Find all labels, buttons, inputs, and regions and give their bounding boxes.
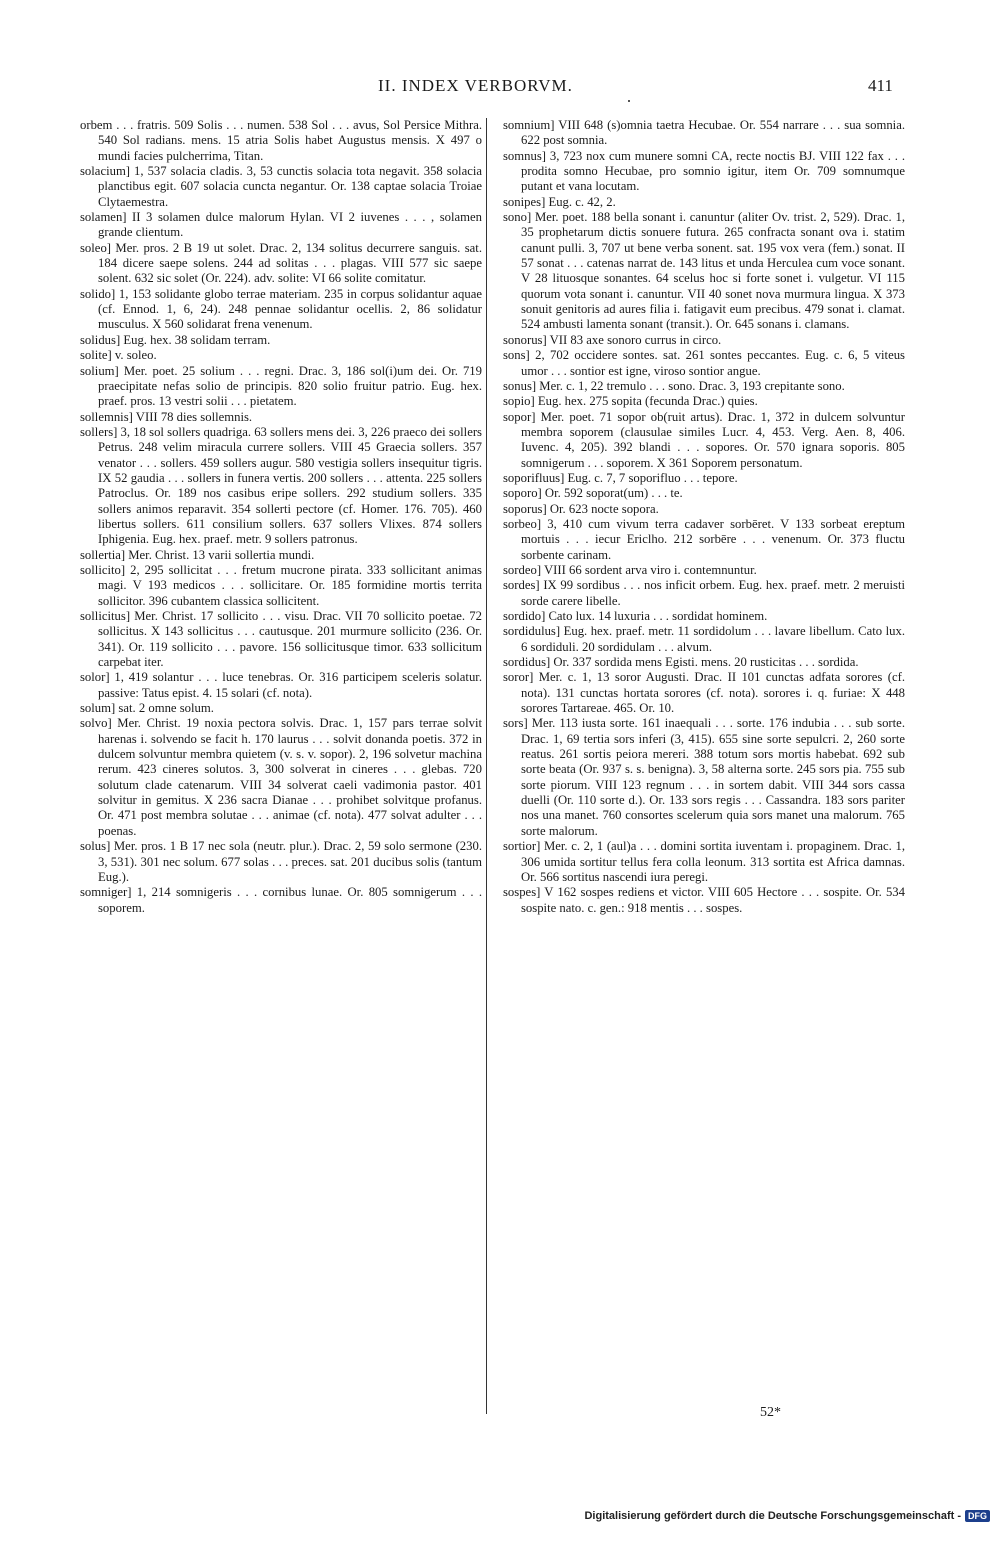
index-entry: soror] Mer. c. 1, 13 soror Augusti. Drac. II 101 cunctas adfata sorores (cf. nota). 131 cunctas hortata sorores (cf. nota). sorores i. q. furiae: X 448 sorores Tartareae. 465. Or. 10.: [503, 670, 905, 716]
index-entry: sonipes] Eug. c. 42, 2.: [503, 194, 616, 209]
index-entry: sordido] Cato lux. 14 luxuria . . . sordidat hominem.: [503, 609, 768, 623]
index-entry: sonorus] VII 83 axe sonoro currus in circo.: [503, 332, 722, 347]
index-entry: sordes] IX 99 sordibus . . . nos inficit orbem. Eug. hex. praef. metr. 2 meruisti sorde carere libelle.: [503, 578, 905, 608]
index-entry: sonus] Mer. c. 1, 22 tremulo . . . sono. Drac. 3, 193 crepitante sono.: [503, 378, 845, 393]
left-column: [80, 118, 482, 916]
index-entry: somniger] 1, 214 somnigeris . . . cornibus lunae. Or. 805 somnigerum . . . soporem.: [80, 885, 482, 915]
index-entry: sopor] Mer. poet. 71 sopor ob(ruit artus). Drac. 1, 372 in dulcem solvuntur membra soporem (clausulae similes Lucr. 4, 453. Verg. Aen. 8, 406. Iuvenc. 4, 205). 392 blandi . . . sopores. Or. 570 ignara soporis. 805 somnigerum . . . soporem. X 361 Soporem personatum.: [503, 409, 905, 470]
index-entry: sordidus] Or. 337 sordida mens Egisti. mens. 20 rusticitas . . . sordida.: [503, 655, 859, 670]
index-entry: orbem . . . fratris. 509 Solis . . . numen. 538 Sol . . . avus, Sol Persice Mithra. 540 Sol radians. mens. 15 atria Solis habet Augustus mensis. X 497 o mundi facies pulcherrima, Titan.: [80, 118, 482, 163]
index-entry: solite] v. soleo.: [80, 348, 157, 363]
index-entry: sordidulus] Eug. hex. praef. metr. 11 sordidolum . . . lavare libellum. Cato lux. 6 sordiduli. 20 sordidulam . . . alvum.: [503, 624, 905, 654]
right-column: [503, 118, 905, 916]
column-divider: [486, 118, 487, 1414]
index-entry: solvo] Mer. Christ. 19 noxia pectora solvis. Drac. 1, 157 pars terrae solvit harenas i. solvendo se facit h. 170 laurus . . . solvit donanda poetis. 372 in dulcem solvuntur membra quietem (v. s. v. sopor). 2, 196 solvetur machina rerum. 423 cineres solutos. 3, 300 solverat in cineres . . . glebas. 720 solutum clade catenarum. VIII 34 solverat caeli vadimonia pastor. 401 solvitur in gemitus. X 236 sacra Dianae . . . prohibet solvitque profanus. Or. 471 post membra solutae . . . animae (cf. nota). 477 solvat adulter . . . poenas.: [80, 716, 482, 838]
index-entry: solor] 1, 419 solantur . . . luce tenebras. Or. 316 participem sceleris solatur. passive: Tatus epist. 4. 15 solari (cf. nota).: [80, 670, 482, 700]
index-entry: sollicitus] Mer. Christ. 17 sollicito . . . visu. Drac. VII 70 sollicito poetae. 72 sollicitus. X 143 sollicitus . . . cautusque. 201 murmure sollicito (236. Or. 341). Or. 119 sollicito . . . pavore. 156 sollicitusque timor. 633 sollicitum carpebat iter.: [80, 609, 482, 670]
index-entry: solidus] Eug. hex. 38 solidam terram.: [80, 332, 271, 347]
index-entry: sospes] V 162 sospes rediens et victor. VIII 605 Hectore . . . sospite. Or. 534 sospite nato. c. gen.: 918 mentis . . . sospes.: [503, 885, 905, 915]
dfg-logo-icon: DFG: [965, 1510, 990, 1522]
index-entry: solium] Mer. poet. 25 solium . . . regni. Drac. 3, 186 sol(i)um dei. Or. 719 praecipitate nefas solio de principis. 820 solio fruitur patrio. Eug. hex. praef. pros. 13 vestri solii . . . pietatem.: [80, 363, 482, 409]
index-entry: somnium] VIII 648 (s)omnia taetra Hecubae. Or. 554 narrare . . . sua somnia. 622 post somnia.: [503, 118, 905, 148]
index-entry: solum] sat. 2 omne solum.: [80, 701, 214, 716]
index-entry: solus] Mer. pros. 1 B 17 nec sola (neutr. plur.). Drac. 2, 59 solo sermone (230. 3, 531). 301 nec solum. 677 solas . . . preces. sat. 201 ducibus solis (tantum Eug.).: [80, 839, 482, 884]
index-entry: somnus] 3, 723 nox cum munere somni CA, recte noctis BJ. VIII 122 fax . . . prodita somno Hecubae, pro somnio igitur, item Or. 709 somnumque putant et vana locutam.: [503, 148, 905, 194]
index-entry: sortior] Mer. c. 2, 1 (aul)a . . . domini sortita iuventam i. propaginem. Drac. 1, 306 umida sortitur tellus fera colla leonum. 313 sortita est Africa damnas. Or. 566 sortitus nascendi iura peregi.: [503, 839, 905, 884]
index-entry: soporifluus] Eug. c. 7, 7 soporifluo . . . tepore.: [503, 470, 738, 485]
index-entry: sordeo] VIII 66 sordent arva viro i. contemnuntur.: [503, 562, 757, 577]
index-entry: sopio] Eug. hex. 275 sopita (fecunda Drac.) quies.: [503, 394, 758, 409]
credit-text: Digitalisierung gefördert durch die Deutsche Forschungsgemeinschaft -: [584, 1510, 961, 1522]
index-entry: solamen] II 3 solamen dulce malorum Hylan. VI 2 iuvenes . . . , solamen grande clientum.: [80, 210, 482, 240]
index-entry: soporus] Or. 623 nocte sopora.: [503, 501, 659, 516]
signature-mark: 52*: [760, 1405, 781, 1420]
index-entry: sorbeo] 3, 410 cum vivum terra cadaver sorbēret. V 133 sorbeat ereptum mortuis . . . iecur Ericlho. 212 sorbēre . . . venenum. Or. 373 fluctu sorbente carinam.: [503, 516, 905, 562]
index-entry: sollertia] Mer. Christ. 13 varii sollertia mundi.: [80, 547, 315, 562]
index-entry: sors] Mer. 113 iusta sorte. 161 inaequali . . . sorte. 176 indubia . . . sub sorte. Drac. 1, 69 tertia sors inferi (3, 415). 655 sine sorte sepulcri. 2, 260 sorte reatus. 261 sortis peiora mereri. 388 totum sors mortis habebat. 692 sub sorte beata (Or. 937 s. s. benigna). 3, 58 alterna sorte. 245 sors pia. 755 sub sorte piorum. VIII 123 regnum . . . in sortem dabit. VIII 344 sors cassa duelli (Or. 110 sorte d.). Or. 133 sors regis . . . Cassandra. 183 sors pariter nos una manet. 760 consortes scelerum quia sors manet una malorum. 765 sorte malorum.: [503, 716, 905, 838]
digitization-credit: [584, 1510, 990, 1522]
index-entry: solido] 1, 153 solidante globo terrae materiam. 235 in corpus solidantur aquae (cf. Ennod. 1, 6, 24). 248 pennae solidantur ocellis. 2, 86 solidatur musculus. X 560 solidarat frena venenum.: [80, 286, 482, 332]
index-entry: sollemnis] VIII 78 dies sollemnis.: [80, 409, 253, 424]
print-speck: [628, 100, 630, 102]
index-entry: sono] Mer. poet. 188 bella sonant i. canuntur (aliter Ov. trist. 2, 529). Drac. 1, 35 prophetarum dictis sonuere futura. 265 confracta sonant ova i. statim canunt pulli. 3, 707 ut bene verba sonent. sat. 195 vox vera (fem.) sonat. II 57 sonat . . . catenas narrat de. 143 litus et unda Herculea cum voce sonant. V 28 lituosque sonantes. 64 scelus hoc si forte sonet i. vulgetur. VI 115 quorum vota sonant i. canuntur. VII 40 sonet nova murmura lingua. X 373 sonuit genitoris ad aures filia i. fatigavit eum precibus. 479 sonat i. clamat. 524 ambusti lamenta sonant (transit.). Or. 645 sonans i. clamans.: [503, 210, 905, 332]
running-title: II. INDEX VERBORVM.: [378, 76, 573, 95]
index-entry: sollers] 3, 18 sol sollers quadriga. 63 sollers mens dei. 3, 226 praeco dei sollers Petrus. 248 velim miracula currere sollers. VIII 45 Graecia sollers. 357 venator . . . sollers. 459 sollers augur. 580 vestigia sollers insequitur tigris. IX 52 gaudia . . . sollers in funera vertis. 200 sollers . . . attenta. 225 sollers Patroclus. Or. 189 nos casibus eripe sollers. 292 studium sollers. 335 sollers animos reparavit. 354 sollerti pectore (cf. Homer. 176. 705). 460 libertus sollers. 611 consilium sollers. 637 sollers Vlixes. 874 sollers Iphigenia. Eug. hex. praef. metr. 9 sollers patronus.: [80, 424, 482, 547]
index-entry: solacium] 1, 537 solacia cladis. 3, 53 cunctis solacia tota negavit. 358 solacia planctibus egit. 607 solacia cuncta negantur. Or. 138 captae solacia Troiae Clytaemestra.: [80, 164, 482, 209]
page-number: 411: [868, 76, 893, 95]
page-header: [0, 76, 1000, 100]
index-entry: sons] 2, 702 occidere sontes. sat. 261 sontes peccantes. Eug. c. 6, 5 viteus umor . . . sontior est igne, viroso sontior angue.: [503, 348, 905, 378]
index-entry: soporo] Or. 592 soporat(um) . . . te.: [503, 486, 683, 501]
index-entry: soleo] Mer. pros. 2 B 19 ut solet. Drac. 2, 134 solitus decurrere sanguis. sat. 184 dicere saepe solens. 244 ad solitas . . . plagas. VIII 577 sic saepe solent. 632 sic solet (Or. 224). adv. solite: VI 66 solite comitatur.: [80, 240, 482, 286]
index-entry: sollicito] 2, 295 sollicitat . . . fretum mucrone pirata. 333 sollicitant animas magi. V 193 medicos . . . sollicitare. Or. 185 formidine mortis territa sollicitor. 396 cubantem classica sollicitent.: [80, 562, 482, 608]
